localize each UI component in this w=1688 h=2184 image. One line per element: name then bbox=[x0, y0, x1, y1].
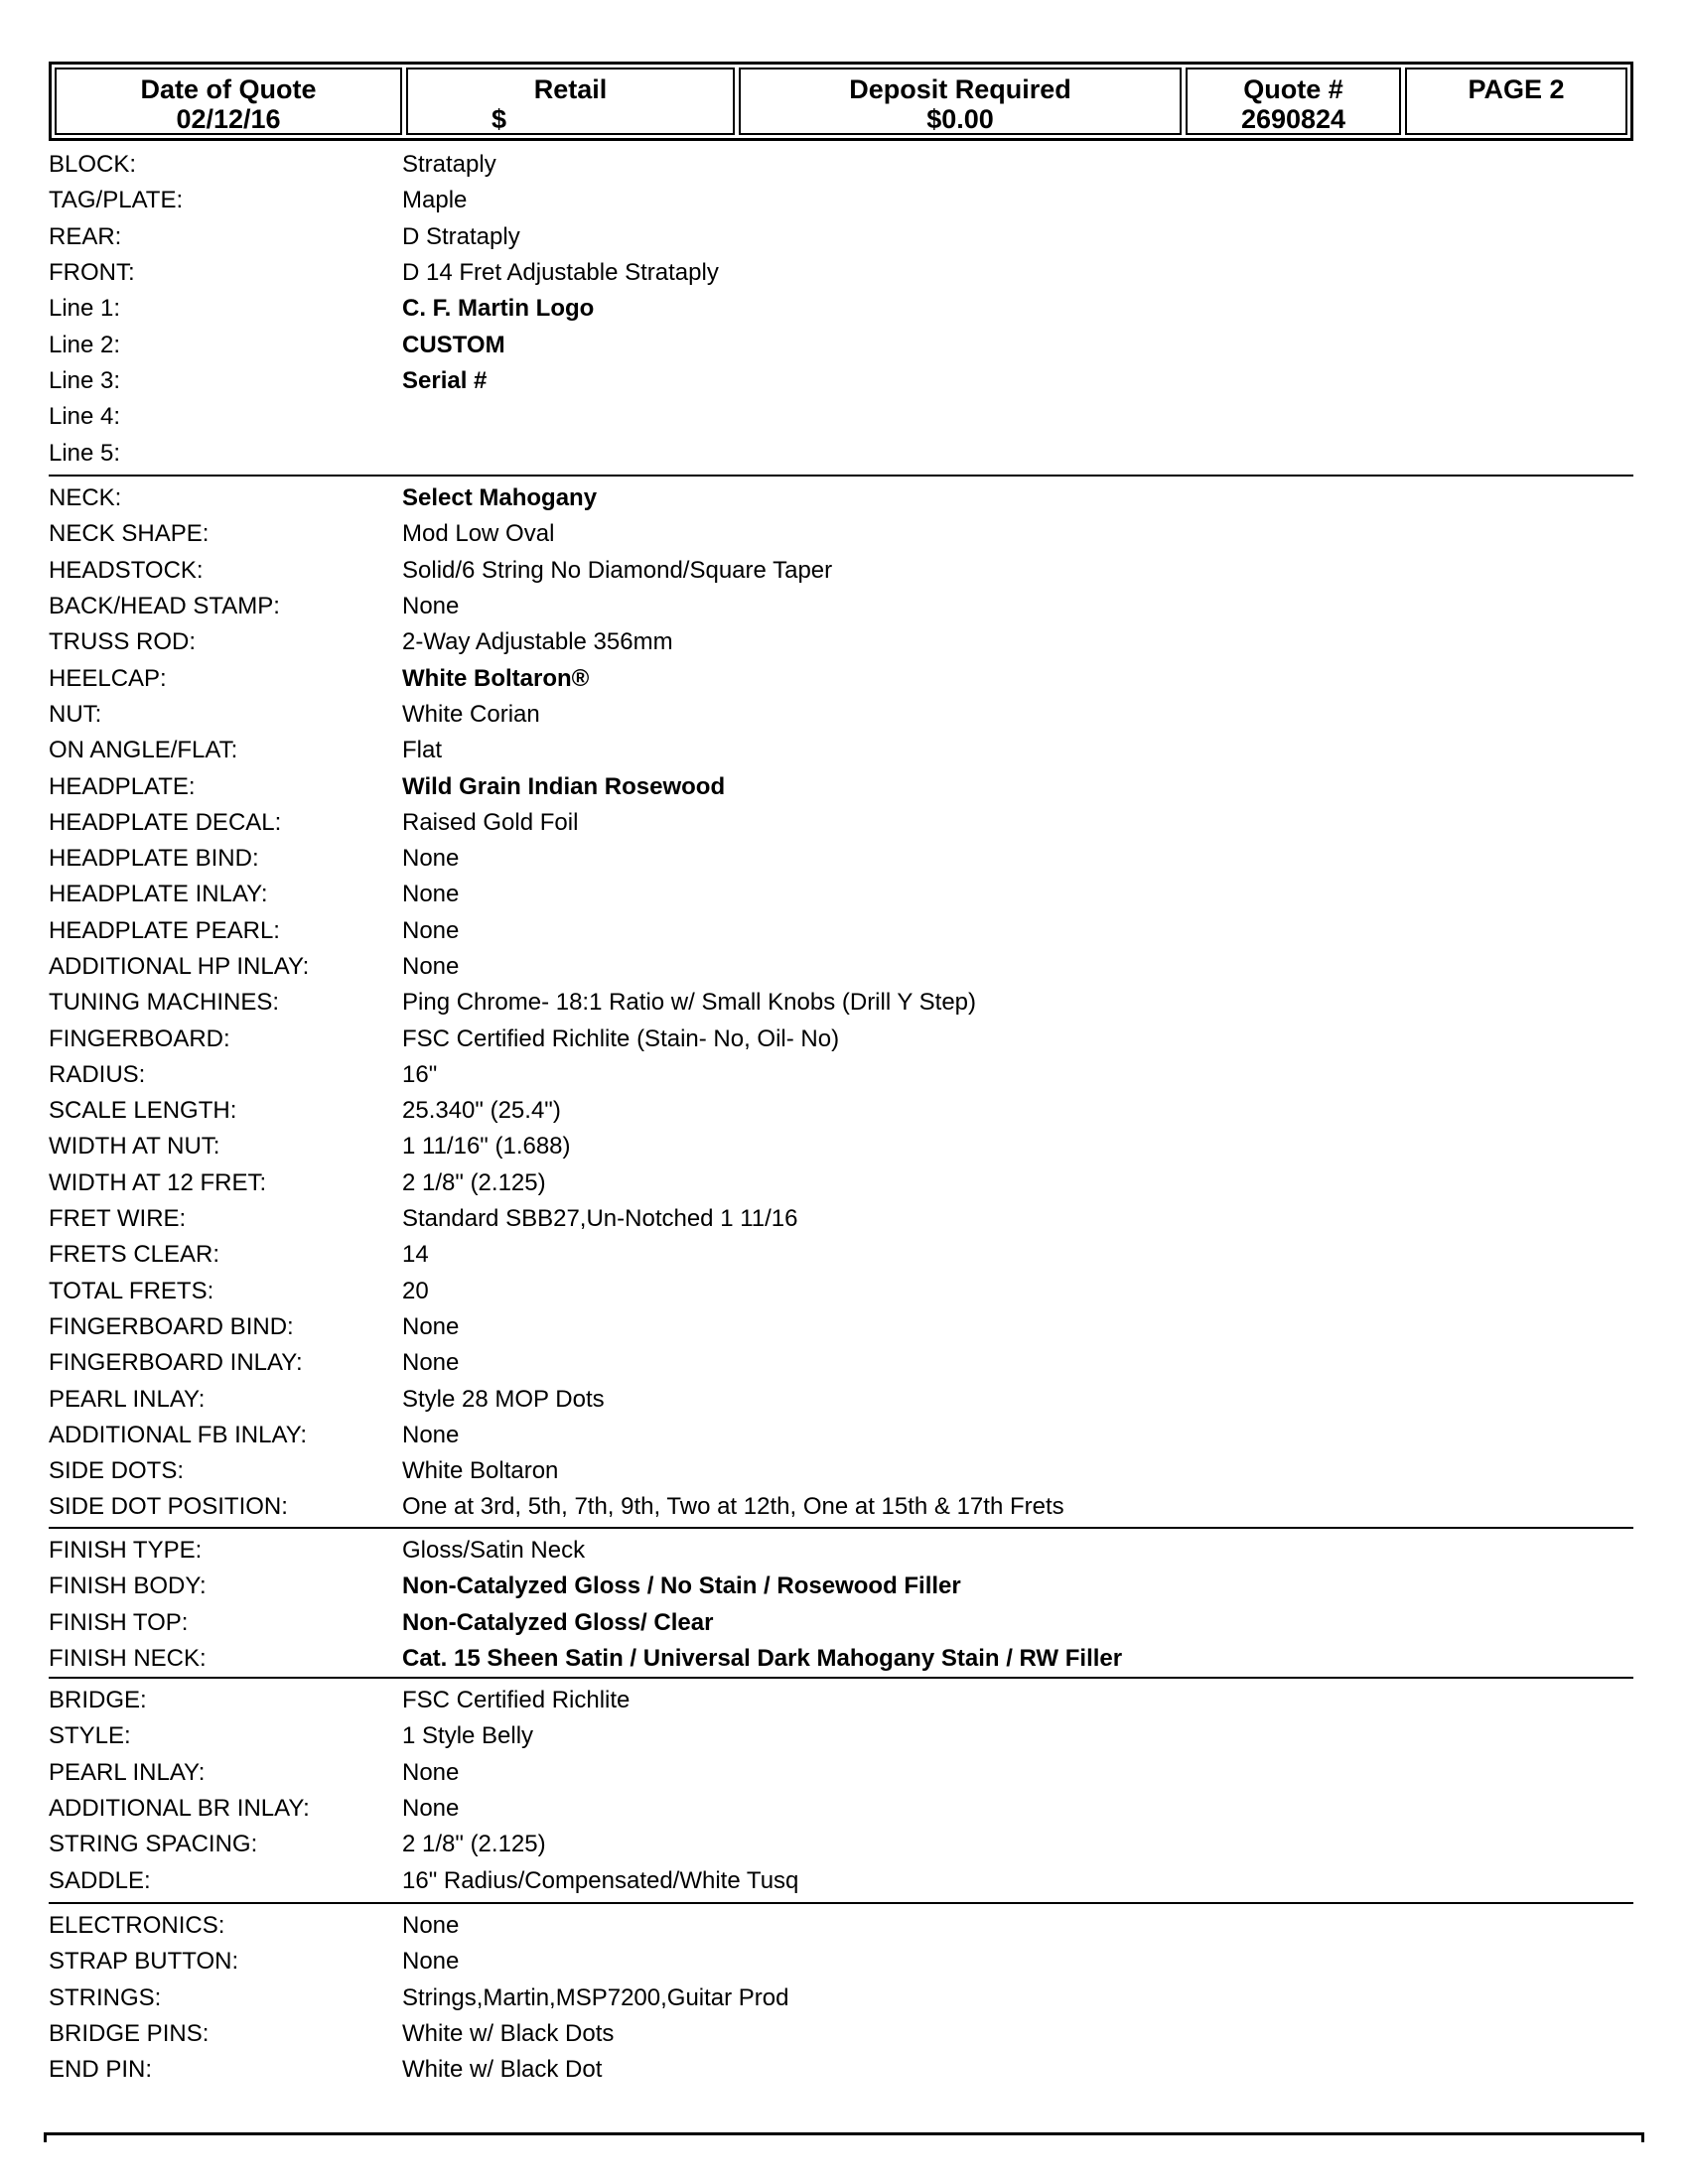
spec-label: ADDITIONAL FB INLAY: bbox=[49, 1421, 308, 1448]
spec-value: Serial # bbox=[402, 366, 488, 394]
spec-value: 16" Radius/Compensated/White Tusq bbox=[402, 1866, 799, 1894]
spec-value: 14 bbox=[402, 1241, 429, 1269]
page-number-cell bbox=[1405, 68, 1627, 135]
date-of-quote-cell bbox=[55, 68, 402, 135]
spec-row bbox=[49, 1683, 1633, 1718]
spec-value: FSC Certified Richlite bbox=[402, 1687, 631, 1714]
spec-value: 20 bbox=[402, 1277, 429, 1304]
spec-row bbox=[49, 480, 1633, 516]
spec-value: FSC Certified Richlite (Stain- No, Oil- No) bbox=[402, 1024, 840, 1052]
spec-label: TAG/PLATE: bbox=[49, 187, 184, 214]
spec-row bbox=[49, 291, 1633, 327]
spec-value: None bbox=[402, 953, 460, 980]
spec-value: Non-Catalyzed Gloss/ Clear bbox=[402, 1608, 714, 1636]
spec-value: Flat bbox=[402, 737, 443, 764]
spec-label: BRIDGE: bbox=[49, 1687, 147, 1714]
spec-row bbox=[49, 949, 1633, 985]
spec-row bbox=[49, 985, 1633, 1021]
spec-row bbox=[49, 327, 1633, 362]
spec-row bbox=[49, 1791, 1633, 1827]
spec-section bbox=[49, 480, 1633, 1526]
spec-value: 2 1/8" (2.125) bbox=[402, 1168, 546, 1196]
spec-value: None bbox=[402, 1795, 460, 1823]
spec-row bbox=[49, 1755, 1633, 1791]
spec-label: PEARL INLAY: bbox=[49, 1758, 206, 1786]
spec-label: HEADSTOCK: bbox=[49, 556, 204, 584]
spec-label: ADDITIONAL BR INLAY: bbox=[49, 1795, 310, 1823]
spec-label: WIDTH AT 12 FRET: bbox=[49, 1168, 267, 1196]
spec-row bbox=[49, 435, 1633, 471]
spec-value: White w/ Black Dot bbox=[402, 2056, 603, 2084]
spec-row bbox=[49, 660, 1633, 696]
spec-value: Solid/6 String No Diamond/Square Taper bbox=[402, 556, 833, 584]
spec-label: HEELCAP: bbox=[49, 664, 167, 692]
spec-value: None bbox=[402, 1312, 460, 1340]
spec-value: CUSTOM bbox=[402, 331, 505, 358]
spec-row bbox=[49, 1418, 1633, 1453]
spec-label: SIDE DOT POSITION: bbox=[49, 1493, 288, 1521]
deposit-required-label: Deposit Required bbox=[849, 74, 1071, 104]
spec-label: Line 5: bbox=[49, 439, 121, 467]
spec-label: TOTAL FRETS: bbox=[49, 1277, 214, 1304]
spec-label: FRET WIRE: bbox=[49, 1205, 187, 1233]
spec-label: NUT: bbox=[49, 700, 102, 728]
spec-section bbox=[49, 1683, 1633, 1899]
spec-label: HEADPLATE PEARL: bbox=[49, 916, 280, 944]
spec-row bbox=[49, 1944, 1633, 1979]
spec-row bbox=[49, 877, 1633, 912]
spec-value: Raised Gold Foil bbox=[402, 808, 579, 836]
spec-row bbox=[49, 589, 1633, 624]
spec-label: NECK SHAPE: bbox=[49, 520, 210, 548]
spec-row bbox=[49, 768, 1633, 804]
spec-label: HEADPLATE INLAY: bbox=[49, 881, 268, 908]
spec-value: Non-Catalyzed Gloss / No Stain / Rosewood Filler bbox=[402, 1572, 961, 1600]
spec-row bbox=[49, 1908, 1633, 1944]
section-divider bbox=[49, 1527, 1633, 1529]
deposit-required-value: $0.00 bbox=[926, 104, 994, 134]
spec-label: SADDLE: bbox=[49, 1866, 151, 1894]
section-divider bbox=[49, 1902, 1633, 1904]
spec-row bbox=[49, 1980, 1633, 2016]
spec-row bbox=[49, 697, 1633, 733]
page-number-label: PAGE 2 bbox=[1468, 74, 1565, 104]
spec-row bbox=[49, 219, 1633, 255]
spec-label: TUNING MACHINES: bbox=[49, 989, 280, 1017]
spec-value: Standard SBB27,Un-Notched 1 11/16 bbox=[402, 1205, 798, 1233]
spec-label: FRONT: bbox=[49, 259, 135, 287]
retail-value: $ bbox=[492, 104, 507, 134]
spec-value: Style 28 MOP Dots bbox=[402, 1385, 605, 1413]
spec-value: None bbox=[402, 1758, 460, 1786]
spec-value: None bbox=[402, 1349, 460, 1377]
spec-value: Strings,Martin,MSP7200,Guitar Prod bbox=[402, 1983, 789, 2011]
spec-label: ON ANGLE/FLAT: bbox=[49, 737, 238, 764]
spec-row bbox=[49, 913, 1633, 949]
spec-row bbox=[49, 1718, 1633, 1754]
spec-value: Ping Chrome- 18:1 Ratio w/ Small Knobs (Drill Y Step) bbox=[402, 989, 977, 1017]
spec-label: TRUSS ROD: bbox=[49, 628, 197, 656]
spec-label: ADDITIONAL HP INLAY: bbox=[49, 953, 310, 980]
spec-label: FINISH BODY: bbox=[49, 1572, 207, 1600]
spec-label: BLOCK: bbox=[49, 151, 137, 179]
spec-label: SIDE DOTS: bbox=[49, 1457, 185, 1485]
spec-row bbox=[49, 1057, 1633, 1093]
spec-row bbox=[49, 1862, 1633, 1898]
spec-row bbox=[49, 1237, 1633, 1273]
quote-number-value: 2690824 bbox=[1240, 104, 1346, 134]
spec-row bbox=[49, 1309, 1633, 1345]
spec-section bbox=[49, 1908, 1633, 2088]
spec-value: None bbox=[402, 593, 460, 620]
spec-row bbox=[49, 805, 1633, 841]
section-divider bbox=[49, 1677, 1633, 1679]
spec-value: None bbox=[402, 1421, 460, 1448]
spec-row bbox=[49, 1569, 1633, 1604]
spec-row bbox=[49, 183, 1633, 218]
spec-row bbox=[49, 841, 1633, 877]
spec-row bbox=[49, 1129, 1633, 1164]
spec-label: NECK: bbox=[49, 484, 122, 512]
spec-row bbox=[49, 1533, 1633, 1569]
quote-number-label: Quote # bbox=[1243, 74, 1343, 104]
spec-label: ELECTRONICS: bbox=[49, 1912, 225, 1940]
spec-row bbox=[49, 1165, 1633, 1201]
spec-row bbox=[49, 2016, 1633, 2052]
spec-row bbox=[49, 516, 1633, 552]
spec-row bbox=[49, 1641, 1633, 1677]
spec-label: WIDTH AT NUT: bbox=[49, 1133, 220, 1160]
spec-label: HEADPLATE BIND: bbox=[49, 845, 259, 873]
spec-row bbox=[49, 1201, 1633, 1237]
spec-value: Wild Grain Indian Rosewood bbox=[402, 772, 726, 800]
spec-section bbox=[49, 1533, 1633, 1677]
quote-number-cell bbox=[1186, 68, 1401, 135]
date-of-quote-label: Date of Quote bbox=[140, 74, 317, 104]
spec-row bbox=[49, 1453, 1633, 1489]
spec-label: FINGERBOARD BIND: bbox=[49, 1312, 294, 1340]
spec-label: BACK/HEAD STAMP: bbox=[49, 593, 280, 620]
spec-value: White Boltaron® bbox=[402, 664, 590, 692]
deposit-required-cell bbox=[739, 68, 1182, 135]
spec-label: STRINGS: bbox=[49, 1983, 162, 2011]
spec-value: None bbox=[402, 1948, 460, 1976]
spec-row bbox=[49, 1381, 1633, 1417]
spec-label: BRIDGE PINS: bbox=[49, 2020, 210, 2048]
spec-row bbox=[49, 1274, 1633, 1309]
spec-label: FRETS CLEAR: bbox=[49, 1241, 220, 1269]
spec-label: PEARL INLAY: bbox=[49, 1385, 206, 1413]
spec-value: White Boltaron bbox=[402, 1457, 559, 1485]
spec-row bbox=[49, 2052, 1633, 2088]
spec-label: STRAP BUTTON: bbox=[49, 1948, 239, 1976]
spec-label: Line 3: bbox=[49, 366, 121, 394]
spec-label: FINISH TYPE: bbox=[49, 1537, 203, 1565]
spec-label: STYLE: bbox=[49, 1722, 131, 1750]
spec-label: RADIUS: bbox=[49, 1060, 146, 1088]
spec-row bbox=[49, 1827, 1633, 1862]
retail-cell bbox=[406, 68, 735, 135]
spec-value: White Corian bbox=[402, 700, 540, 728]
spec-value: 2-Way Adjustable 356mm bbox=[402, 628, 673, 656]
spec-value: 1 11/16" (1.688) bbox=[402, 1133, 571, 1160]
spec-value: None bbox=[402, 916, 460, 944]
spec-value: C. F. Martin Logo bbox=[402, 295, 595, 323]
spec-value: Mod Low Oval bbox=[402, 520, 555, 548]
spec-value: 2 1/8" (2.125) bbox=[402, 1831, 546, 1858]
spec-row bbox=[49, 1489, 1633, 1525]
spec-label: SCALE LENGTH: bbox=[49, 1097, 237, 1125]
spec-value: 25.340" (25.4") bbox=[402, 1097, 561, 1125]
spec-label: Line 1: bbox=[49, 295, 121, 323]
spec-value: Strataply bbox=[402, 151, 496, 179]
spec-row bbox=[49, 553, 1633, 589]
spec-value: D Strataply bbox=[402, 222, 520, 250]
spec-value: Select Mahogany bbox=[402, 484, 598, 512]
spec-value: Cat. 15 Sheen Satin / Universal Dark Mahogany Stain / RW Filler bbox=[402, 1645, 1123, 1673]
footer-rule bbox=[44, 2132, 1644, 2135]
quote-header-table bbox=[49, 62, 1633, 141]
spec-label: FINISH NECK: bbox=[49, 1645, 207, 1673]
spec-value: One at 3rd, 5th, 7th, 9th, Two at 12th, One at 15th & 17th Frets bbox=[402, 1493, 1064, 1521]
spec-row bbox=[49, 1021, 1633, 1056]
spec-value: Maple bbox=[402, 187, 468, 214]
spec-row bbox=[49, 1093, 1633, 1129]
spec-label: FINGERBOARD: bbox=[49, 1024, 230, 1052]
date-of-quote-value: 02/12/16 bbox=[176, 104, 281, 134]
spec-value: White w/ Black Dots bbox=[402, 2020, 615, 2048]
spec-row bbox=[49, 399, 1633, 435]
spec-value: Gloss/Satin Neck bbox=[402, 1537, 586, 1565]
spec-label: Line 2: bbox=[49, 331, 121, 358]
spec-value: D 14 Fret Adjustable Strataply bbox=[402, 259, 719, 287]
spec-label: HEADPLATE: bbox=[49, 772, 196, 800]
spec-label: END PIN: bbox=[49, 2056, 153, 2084]
spec-label: Line 4: bbox=[49, 403, 121, 431]
spec-label: STRING SPACING: bbox=[49, 1831, 258, 1858]
spec-row bbox=[49, 733, 1633, 768]
spec-label: FINISH TOP: bbox=[49, 1608, 189, 1636]
spec-label: HEADPLATE DECAL: bbox=[49, 808, 282, 836]
spec-row bbox=[49, 147, 1633, 183]
spec-row bbox=[49, 1345, 1633, 1381]
spec-value: None bbox=[402, 1912, 460, 1940]
spec-value: None bbox=[402, 845, 460, 873]
spec-row bbox=[49, 255, 1633, 291]
section-divider bbox=[49, 475, 1633, 477]
spec-row bbox=[49, 624, 1633, 660]
spec-value: 16" bbox=[402, 1060, 438, 1088]
spec-label: FINGERBOARD INLAY: bbox=[49, 1349, 303, 1377]
spec-row bbox=[49, 363, 1633, 399]
spec-row bbox=[49, 1605, 1633, 1641]
spec-section bbox=[49, 147, 1633, 472]
retail-label: Retail bbox=[533, 74, 608, 104]
spec-value: 1 Style Belly bbox=[402, 1722, 534, 1750]
spec-value: None bbox=[402, 881, 460, 908]
spec-label: REAR: bbox=[49, 222, 122, 250]
